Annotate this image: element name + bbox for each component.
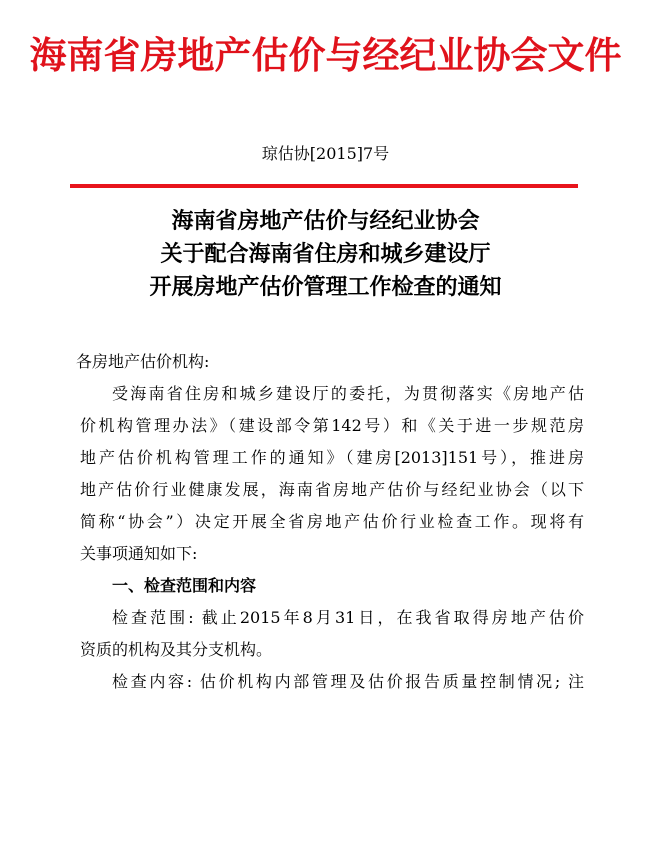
paragraph-line: 地产估价机构管理工作的通知》（建房[2013]151号），推进房 (80, 448, 584, 467)
section-heading-scope: 一、检查范围和内容 (112, 576, 257, 595)
paragraph-line: 关事项通知如下: (80, 544, 198, 563)
paragraph-line: 检查范围: 截止2015年8月31日，在我省取得房地产估价 (112, 608, 584, 627)
notice-title-line: 关于配合海南省住房和城乡建设厅 (160, 242, 491, 267)
paragraph-line: 地产估价行业健康发展，海南省房地产估价与经纪业协会（以下 (80, 480, 584, 499)
notice-title (0, 205, 651, 304)
notice-title-line: 海南省房地产估价与经纪业协会 (171, 209, 480, 234)
paragraph-line: 检查内容: 估价机构内部管理及估价报告质量控制情况; 注 (112, 672, 584, 691)
paragraph-line: 受海南省住房和城乡建设厅的委托，为贯彻落实《房地产估 (112, 384, 584, 403)
paragraph-content (80, 666, 584, 698)
salutation: 各房地产估价机构: (76, 352, 210, 371)
paragraph-line: 价机构管理办法》（建设部令第142号）和《关于进一步规范房 (80, 416, 584, 435)
notice-body (76, 346, 584, 698)
document-number: 琼估协[2015]7号 (261, 144, 390, 163)
red-divider-rule (70, 184, 578, 188)
notice-title-line: 开展房地产估价管理工作检查的通知 (149, 275, 502, 300)
paragraph-scope (80, 602, 584, 666)
paragraph-line: 资质的机构及其分支机构。 (80, 640, 273, 659)
paragraph-line: 简称“协会”）决定开展全省房地产估价行业检查工作。现将有 (80, 512, 584, 531)
org-header-title: 海南省房地产估价与经纪业协会文件 (29, 34, 622, 77)
paragraph-entrustment (80, 378, 584, 570)
